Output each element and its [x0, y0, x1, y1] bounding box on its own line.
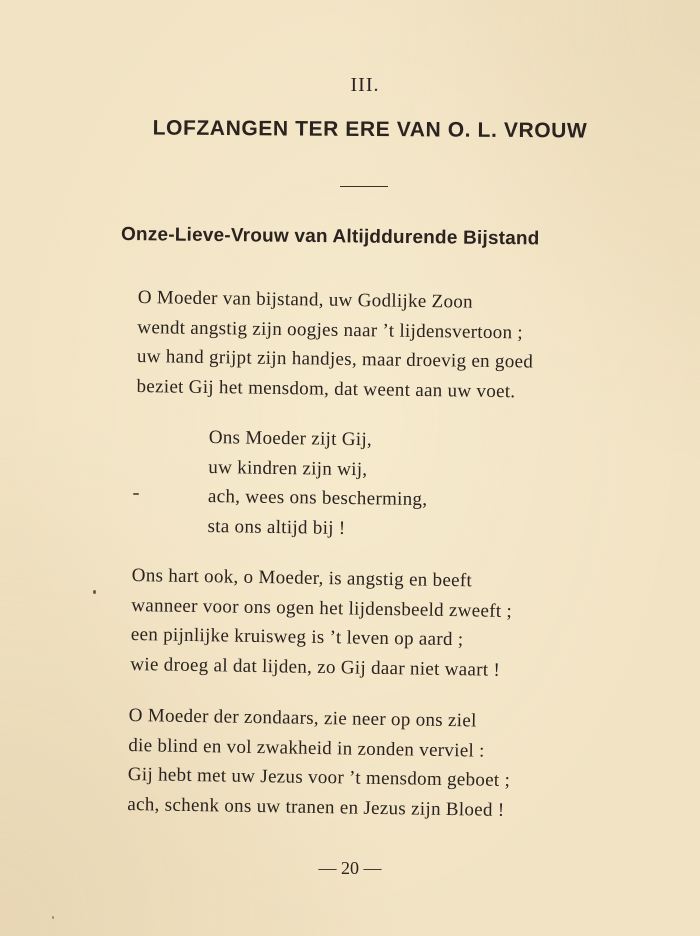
section-number: III.	[350, 74, 380, 96]
verse-line: ach, wees ons bescherming,	[207, 485, 428, 511]
chapter-title: LOFZANGEN TER ERE VAN O. L. VROUW	[152, 116, 588, 143]
verse-line: wendt angstig zijn oogjes naar ’t lijdensvertoon ;	[137, 316, 524, 343]
verse-line: ach, schenk ons uw tranen en Jezus zijn Bloed !	[127, 793, 505, 821]
verse-line: beziet Gij het mensdom, dat weent aan uw voet.	[136, 375, 516, 402]
verse-line: een pijnlijke kruisweg is ’t leven op aard ;	[130, 623, 464, 651]
verse-line: uw kindren zijn wij,	[208, 456, 368, 480]
verse-line: Gij hebt met uw Jezus voor ’t mensdom geboet ;	[127, 763, 511, 791]
stanza-2	[130, 561, 513, 685]
verse-line: sta ons altijd bij !	[207, 515, 346, 539]
verse-line: Ons hart ook, o Moeder, is angstig en beeft	[131, 564, 473, 592]
title-divider	[340, 186, 388, 187]
verse-line: wie droeg al dat lijden, zo Gij daar niet waart !	[130, 653, 501, 681]
ink-speck	[52, 916, 54, 919]
stanza-3	[127, 701, 511, 825]
verse-line: die blind en vol zwakheid in zonden verviel :	[128, 734, 485, 762]
poem-title: Onze-Lieve-Vrouw van Altijddurende Bijstand	[120, 224, 540, 250]
verse-line: O Moeder van bijstand, uw Godlijke Zoon	[137, 286, 474, 313]
verse-line: wanneer voor ons ogen het lijdensbeeld zweeft ;	[131, 594, 513, 622]
ink-speck	[133, 493, 139, 495]
ink-speck	[93, 590, 96, 594]
stanza-1	[136, 283, 534, 407]
page-number: — 20 —	[318, 858, 382, 878]
verse-line: uw hand grijpt zijn handjes, maar droevig en goed	[136, 345, 534, 373]
refrain	[207, 423, 428, 544]
verse-line: Ons Moeder zijt Gij,	[208, 426, 373, 451]
verse-line: O Moeder der zondaars, zie neer op ons ziel	[128, 704, 477, 732]
